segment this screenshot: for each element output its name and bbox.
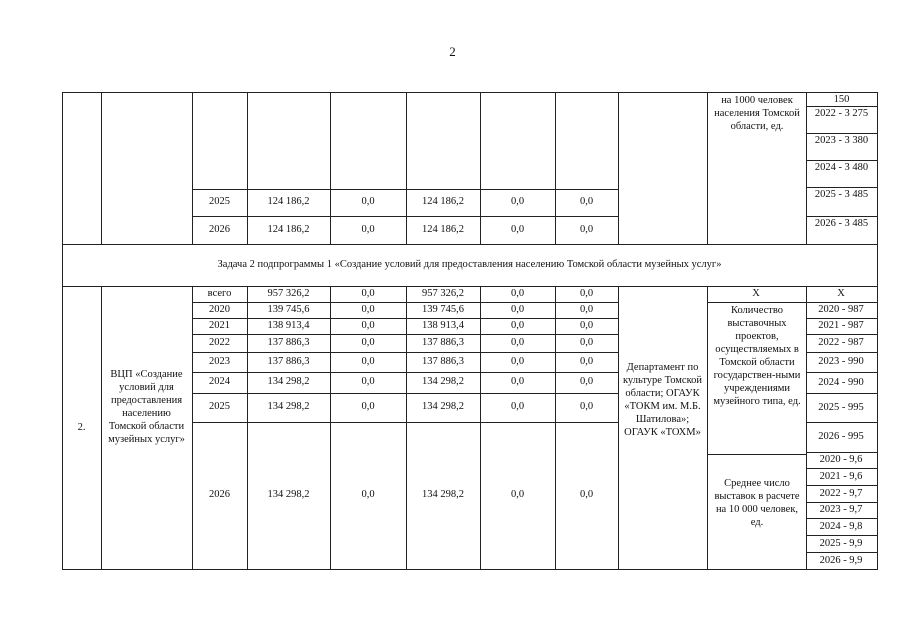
table-rule xyxy=(101,286,102,570)
year-cell: 2025 xyxy=(209,401,230,412)
table-rule xyxy=(806,518,878,519)
amount-cell: 139 745,6 xyxy=(267,304,310,315)
indicator-text: Среднее число выставок в расчете на 10 000 человек, ед. xyxy=(714,478,800,528)
year-cell: 2026 xyxy=(209,489,230,500)
target-cell: 2023 - 9,7 xyxy=(819,504,863,515)
amount-cell: 957 326,2 xyxy=(422,288,464,299)
amount-cell: 124 186,2 xyxy=(422,196,464,207)
target-cell: 2021 - 9,6 xyxy=(819,470,863,482)
row-number: 2. xyxy=(77,422,86,433)
table-rule xyxy=(192,286,193,570)
target-cell: 2025 - 3 485 xyxy=(814,189,869,200)
target-cell: 2026 - 9,9 xyxy=(819,554,863,566)
table-rule xyxy=(707,454,807,455)
table-rule xyxy=(806,302,878,303)
table-bottom-rule xyxy=(62,569,878,570)
table-rule xyxy=(707,92,708,245)
table-top-rule xyxy=(62,92,878,93)
table-rule xyxy=(330,286,331,570)
table-rule xyxy=(192,302,619,303)
amount-cell: 134 298,2 xyxy=(422,376,464,387)
amount-cell: 124 186,2 xyxy=(267,224,310,235)
table-rule xyxy=(806,422,878,423)
target-cell: 2024 - 9,8 xyxy=(819,520,863,532)
amount-cell: 0,0 xyxy=(510,489,525,500)
amount-cell: 0,0 xyxy=(579,288,594,299)
table-rule xyxy=(618,92,619,245)
table-rule xyxy=(101,92,102,245)
amount-cell: 0,0 xyxy=(361,288,375,299)
table-rule xyxy=(555,286,556,570)
amount-cell: 0,0 xyxy=(510,401,525,412)
table-rule xyxy=(806,286,878,287)
target-cell: 2025 - 9,9 xyxy=(819,537,863,549)
amount-cell: 0,0 xyxy=(579,224,594,235)
amount-cell: 957 326,2 xyxy=(267,288,310,299)
table-rule xyxy=(806,318,878,319)
table-rule xyxy=(192,352,619,353)
year-cell: 2020 xyxy=(209,304,230,315)
table-rule xyxy=(406,286,407,570)
amount-cell: 0,0 xyxy=(510,337,525,348)
table-rule xyxy=(806,502,878,503)
year-cell: 2021 xyxy=(209,320,230,331)
amount-cell: 0,0 xyxy=(579,320,594,331)
amount-cell: 0,0 xyxy=(361,337,375,348)
table-rule xyxy=(247,286,248,570)
amount-cell: 0,0 xyxy=(579,304,594,315)
amount-cell: 0,0 xyxy=(361,304,375,315)
target-cell: 2022 - 3 275 xyxy=(814,108,869,119)
indicator-text: на 1000 человек населения Томской области, ед. xyxy=(714,95,800,132)
year-cell: 2025 xyxy=(209,196,230,207)
target-cell: 2023 - 3 380 xyxy=(814,135,869,146)
indicator-x-mark: Х xyxy=(752,288,760,299)
amount-cell: 0,0 xyxy=(579,196,594,207)
amount-cell: 137 886,3 xyxy=(267,337,310,348)
target-x-mark: Х xyxy=(837,288,845,299)
table-rule xyxy=(192,92,193,245)
table-rule xyxy=(62,244,878,245)
table-rule xyxy=(877,286,878,570)
amount-cell: 0,0 xyxy=(579,337,594,348)
table-rule xyxy=(707,286,708,570)
table-rule xyxy=(806,92,807,245)
amount-cell: 0,0 xyxy=(579,376,594,387)
target-cell: 2020 - 9,6 xyxy=(819,454,863,465)
year-cell: 2022 xyxy=(209,337,230,348)
amount-cell: 0,0 xyxy=(361,196,375,207)
indicator-text: Количество выставочных проектов, осуществляемых в Томской области государствен-ными учреждениями музейного типа, ед. xyxy=(713,305,801,407)
amount-cell: 0,0 xyxy=(510,304,525,315)
task-title: Задача 2 подпрограммы 1 «Создание условий для предоставления населению Томской области музейных услуг» xyxy=(217,259,722,270)
table-rule xyxy=(62,286,63,570)
amount-cell: 134 298,2 xyxy=(267,489,310,500)
table-rule xyxy=(806,552,878,553)
year-cell: 2024 xyxy=(209,376,230,387)
amount-cell: 0,0 xyxy=(510,376,525,387)
target-cell: 2023 - 990 xyxy=(818,356,864,367)
amount-cell: 0,0 xyxy=(510,320,525,331)
table-rule xyxy=(192,318,619,319)
year-cell: 2023 xyxy=(209,356,230,367)
table-rule xyxy=(806,244,878,245)
target-cell: 2026 - 995 xyxy=(818,431,864,442)
program-name: ВЦП «Создание условий для предоставления населению Томской области музейных услуг» xyxy=(108,369,185,445)
amount-cell: 0,0 xyxy=(361,224,375,235)
amount-cell: 137 886,3 xyxy=(422,337,464,348)
table-rule xyxy=(192,393,619,394)
task-bottom-rule xyxy=(62,286,878,287)
table-rule xyxy=(806,334,878,335)
table-rule xyxy=(480,92,481,245)
amount-cell: 124 186,2 xyxy=(267,196,310,207)
amount-cell: 0,0 xyxy=(361,356,375,367)
amount-cell: 0,0 xyxy=(579,489,594,500)
year-cell: 2026 xyxy=(209,224,230,235)
target-cell: 2024 - 3 480 xyxy=(814,162,869,173)
table-rule xyxy=(555,92,556,245)
table-rule xyxy=(406,92,407,245)
table-rule xyxy=(192,422,619,423)
amount-cell: 0,0 xyxy=(510,356,525,367)
target-cell: 2020 - 987 xyxy=(818,304,864,315)
table-rule xyxy=(62,92,63,245)
amount-cell: 0,0 xyxy=(361,401,375,412)
amount-cell: 137 886,3 xyxy=(267,356,310,367)
amount-cell: 0,0 xyxy=(510,196,525,207)
amount-cell: 138 913,4 xyxy=(422,320,464,331)
target-cell: 2024 - 990 xyxy=(818,376,864,388)
table-rule xyxy=(806,372,878,373)
amount-cell: 138 913,4 xyxy=(267,320,310,331)
target-cell: 2022 - 9,7 xyxy=(819,487,863,499)
amount-cell: 124 186,2 xyxy=(422,224,464,235)
table-rule xyxy=(806,393,878,394)
amount-cell: 0,0 xyxy=(510,288,525,299)
target-cell: 2026 - 3 485 xyxy=(814,218,869,229)
target-cell: 150 xyxy=(833,94,850,105)
amount-cell: 134 298,2 xyxy=(422,489,464,500)
amount-cell: 137 886,3 xyxy=(422,356,464,367)
amount-cell: 134 298,2 xyxy=(267,401,310,412)
table-rule xyxy=(877,244,878,287)
table-rule xyxy=(806,485,878,486)
target-cell: 2022 - 987 xyxy=(818,337,864,348)
table-rule xyxy=(480,286,481,570)
amount-cell: 0,0 xyxy=(361,489,375,500)
table-rule xyxy=(707,302,807,303)
table-rule xyxy=(806,286,807,570)
table-rule xyxy=(806,468,878,469)
year-cell: всего xyxy=(207,288,232,299)
executor-text: Департамент по культуре Томской области; ОГАУК «ТОКМ им. М.Б. Шатилова»; ОГАУК «ТОХМ» xyxy=(622,362,703,438)
table-rule xyxy=(192,334,619,335)
amount-cell: 0,0 xyxy=(361,376,375,387)
amount-cell: 0,0 xyxy=(579,356,594,367)
amount-cell: 0,0 xyxy=(579,401,594,412)
table-rule xyxy=(330,92,331,245)
amount-cell: 0,0 xyxy=(361,320,375,331)
table-rule xyxy=(806,352,878,353)
table-rule xyxy=(877,92,878,245)
table-rule xyxy=(192,372,619,373)
target-cell: 2025 - 995 xyxy=(818,401,864,413)
page-number: 2 xyxy=(449,44,456,59)
table-rule xyxy=(806,569,878,570)
table-rule xyxy=(806,452,878,453)
table-rule xyxy=(806,535,878,536)
table-rule xyxy=(618,286,619,570)
amount-cell: 139 745,6 xyxy=(422,304,464,315)
amount-cell: 0,0 xyxy=(510,224,525,235)
target-cell: 2021 - 987 xyxy=(818,320,864,331)
table-rule xyxy=(247,92,248,245)
amount-cell: 134 298,2 xyxy=(422,401,464,412)
amount-cell: 134 298,2 xyxy=(267,376,310,387)
